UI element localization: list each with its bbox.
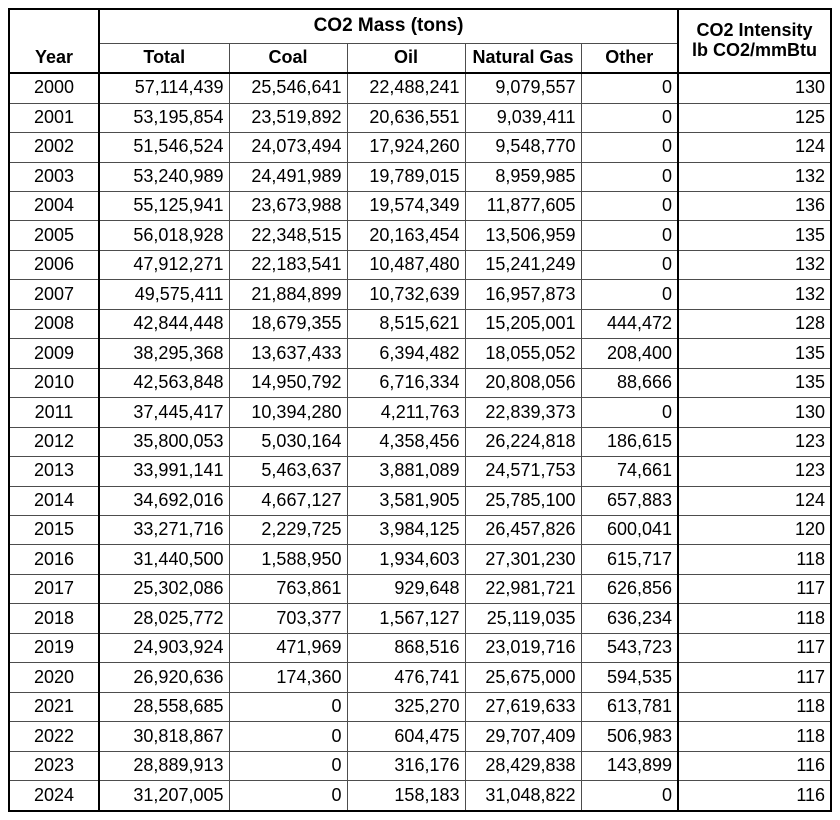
intensity-cell: 117	[678, 574, 831, 603]
oil-cell: 316,176	[347, 751, 465, 780]
oil-cell: 4,358,456	[347, 427, 465, 456]
coal-cell: 0	[229, 781, 347, 811]
natural-gas-cell: 24,571,753	[465, 457, 581, 486]
coal-cell: 23,519,892	[229, 103, 347, 132]
natural-gas-cell: 27,619,633	[465, 692, 581, 721]
natural-gas-cell: 25,675,000	[465, 663, 581, 692]
natural-gas-cell: 26,224,818	[465, 427, 581, 456]
coal-cell: 21,884,899	[229, 280, 347, 309]
total-cell: 56,018,928	[99, 221, 229, 250]
other-cell: 0	[581, 250, 678, 279]
year-cell: 2010	[9, 368, 99, 397]
intensity-cell: 136	[678, 192, 831, 221]
total-cell: 26,920,636	[99, 663, 229, 692]
coal-cell: 25,546,641	[229, 73, 347, 103]
year-cell: 2020	[9, 663, 99, 692]
natural-gas-cell: 22,839,373	[465, 398, 581, 427]
intensity-cell: 130	[678, 398, 831, 427]
table-row	[9, 339, 831, 368]
table-row	[9, 162, 831, 191]
table-row	[9, 280, 831, 309]
intensity-cell: 117	[678, 663, 831, 692]
coal-cell: 2,229,725	[229, 516, 347, 545]
natural-gas-cell: 22,981,721	[465, 574, 581, 603]
year-cell: 2000	[9, 73, 99, 103]
natural-gas-cell: 15,241,249	[465, 250, 581, 279]
year-cell: 2003	[9, 162, 99, 191]
natural-gas-cell: 29,707,409	[465, 722, 581, 751]
other-cell: 506,983	[581, 722, 678, 751]
co2-mass-group-header: CO2 Mass (tons)	[99, 9, 678, 43]
oil-cell: 868,516	[347, 633, 465, 662]
natural-gas-cell: 31,048,822	[465, 781, 581, 811]
year-cell: 2009	[9, 339, 99, 368]
natural-gas-cell: 28,429,838	[465, 751, 581, 780]
other-cell: 543,723	[581, 633, 678, 662]
year-cell: 2018	[9, 604, 99, 633]
other-cell: 0	[581, 73, 678, 103]
year-cell: 2022	[9, 722, 99, 751]
coal-cell: 4,667,127	[229, 486, 347, 515]
oil-cell: 10,487,480	[347, 250, 465, 279]
oil-cell: 4,211,763	[347, 398, 465, 427]
oil-cell: 3,984,125	[347, 516, 465, 545]
year-cell: 2021	[9, 692, 99, 721]
other-cell: 600,041	[581, 516, 678, 545]
table-row	[9, 103, 831, 132]
coal-cell: 18,679,355	[229, 309, 347, 338]
intensity-cell: 116	[678, 751, 831, 780]
natural-gas-cell: 9,039,411	[465, 103, 581, 132]
coal-cell: 10,394,280	[229, 398, 347, 427]
intensity-cell: 123	[678, 457, 831, 486]
oil-cell: 476,741	[347, 663, 465, 692]
natural-gas-cell: 23,019,716	[465, 633, 581, 662]
table-row	[9, 398, 831, 427]
total-cell: 49,575,411	[99, 280, 229, 309]
other-column-header: Other	[581, 43, 678, 73]
total-cell: 53,240,989	[99, 162, 229, 191]
oil-cell: 3,581,905	[347, 486, 465, 515]
intensity-cell: 123	[678, 427, 831, 456]
year-cell: 2005	[9, 221, 99, 250]
natural-gas-cell: 18,055,052	[465, 339, 581, 368]
natural-gas-cell: 27,301,230	[465, 545, 581, 574]
year-cell: 2014	[9, 486, 99, 515]
year-cell: 2017	[9, 574, 99, 603]
other-cell: 0	[581, 133, 678, 162]
total-cell: 34,692,016	[99, 486, 229, 515]
table-row	[9, 133, 831, 162]
year-cell: 2011	[9, 398, 99, 427]
natural-gas-cell: 25,119,035	[465, 604, 581, 633]
co2-intensity-header-line1: CO2 Intensity	[696, 20, 813, 41]
table-row	[9, 427, 831, 456]
intensity-cell: 132	[678, 250, 831, 279]
year-cell: 2013	[9, 457, 99, 486]
oil-cell: 1,567,127	[347, 604, 465, 633]
intensity-cell: 135	[678, 221, 831, 250]
coal-cell: 471,969	[229, 633, 347, 662]
intensity-cell: 132	[678, 162, 831, 191]
coal-cell: 22,348,515	[229, 221, 347, 250]
natural-gas-cell: 20,808,056	[465, 368, 581, 397]
table-row	[9, 574, 831, 603]
year-cell: 2015	[9, 516, 99, 545]
other-cell: 626,856	[581, 574, 678, 603]
oil-cell: 6,394,482	[347, 339, 465, 368]
intensity-cell: 124	[678, 486, 831, 515]
year-cell: 2008	[9, 309, 99, 338]
total-cell: 28,025,772	[99, 604, 229, 633]
table-row	[9, 722, 831, 751]
year-cell: 2002	[9, 133, 99, 162]
header-group-row	[9, 9, 831, 43]
intensity-cell: 128	[678, 309, 831, 338]
intensity-cell: 120	[678, 516, 831, 545]
other-cell: 657,883	[581, 486, 678, 515]
total-cell: 42,844,448	[99, 309, 229, 338]
total-cell: 28,889,913	[99, 751, 229, 780]
intensity-cell: 132	[678, 280, 831, 309]
oil-cell: 1,934,603	[347, 545, 465, 574]
year-cell: 2023	[9, 751, 99, 780]
coal-cell: 24,073,494	[229, 133, 347, 162]
total-cell: 51,546,524	[99, 133, 229, 162]
intensity-cell: 135	[678, 368, 831, 397]
coal-cell: 23,673,988	[229, 192, 347, 221]
table-row	[9, 692, 831, 721]
total-cell: 47,912,271	[99, 250, 229, 279]
intensity-cell: 116	[678, 781, 831, 811]
other-cell: 0	[581, 398, 678, 427]
coal-cell: 5,030,164	[229, 427, 347, 456]
oil-cell: 8,515,621	[347, 309, 465, 338]
total-column-header: Total	[99, 43, 229, 73]
other-cell: 0	[581, 192, 678, 221]
natural-gas-cell: 11,877,605	[465, 192, 581, 221]
coal-cell: 13,637,433	[229, 339, 347, 368]
table-row	[9, 192, 831, 221]
total-cell: 38,295,368	[99, 339, 229, 368]
year-cell: 2019	[9, 633, 99, 662]
other-cell: 0	[581, 221, 678, 250]
year-cell: 2012	[9, 427, 99, 456]
intensity-cell: 124	[678, 133, 831, 162]
table-row	[9, 250, 831, 279]
table-row	[9, 457, 831, 486]
intensity-cell: 118	[678, 604, 831, 633]
coal-cell: 703,377	[229, 604, 347, 633]
table-row	[9, 309, 831, 338]
co2-intensity-column-header	[678, 9, 831, 73]
coal-cell: 24,491,989	[229, 162, 347, 191]
other-cell: 444,472	[581, 309, 678, 338]
table-row	[9, 633, 831, 662]
other-cell: 143,899	[581, 751, 678, 780]
year-cell: 2016	[9, 545, 99, 574]
other-cell: 615,717	[581, 545, 678, 574]
table-row	[9, 221, 831, 250]
total-cell: 37,445,417	[99, 398, 229, 427]
oil-cell: 3,881,089	[347, 457, 465, 486]
other-cell: 636,234	[581, 604, 678, 633]
natural-gas-cell: 8,959,985	[465, 162, 581, 191]
total-cell: 42,563,848	[99, 368, 229, 397]
other-cell: 0	[581, 162, 678, 191]
other-cell: 208,400	[581, 339, 678, 368]
natural-gas-cell: 26,457,826	[465, 516, 581, 545]
co2-intensity-header-line2: lb CO2/mmBtu	[692, 40, 818, 60]
total-cell: 25,302,086	[99, 574, 229, 603]
coal-cell: 0	[229, 751, 347, 780]
natural-gas-cell: 9,079,557	[465, 73, 581, 103]
other-cell: 594,535	[581, 663, 678, 692]
oil-cell: 158,183	[347, 781, 465, 811]
other-cell: 0	[581, 280, 678, 309]
natural-gas-column-header: Natural Gas	[465, 43, 581, 73]
intensity-cell: 118	[678, 545, 831, 574]
year-cell: 2004	[9, 192, 99, 221]
year-cell: 2024	[9, 781, 99, 811]
year-cell: 2007	[9, 280, 99, 309]
table-row	[9, 486, 831, 515]
other-cell: 0	[581, 781, 678, 811]
coal-cell: 174,360	[229, 663, 347, 692]
total-cell: 24,903,924	[99, 633, 229, 662]
oil-cell: 17,924,260	[347, 133, 465, 162]
oil-cell: 6,716,334	[347, 368, 465, 397]
total-cell: 33,271,716	[99, 516, 229, 545]
year-column-header: Year	[9, 9, 99, 73]
total-cell: 33,991,141	[99, 457, 229, 486]
table-row	[9, 73, 831, 103]
other-cell: 74,661	[581, 457, 678, 486]
total-cell: 57,114,439	[99, 73, 229, 103]
table-row	[9, 516, 831, 545]
oil-cell: 19,574,349	[347, 192, 465, 221]
natural-gas-cell: 13,506,959	[465, 221, 581, 250]
coal-cell: 0	[229, 692, 347, 721]
intensity-cell: 130	[678, 73, 831, 103]
table-row	[9, 781, 831, 811]
oil-column-header: Oil	[347, 43, 465, 73]
table-row	[9, 368, 831, 397]
coal-cell: 0	[229, 722, 347, 751]
oil-cell: 325,270	[347, 692, 465, 721]
intensity-cell: 118	[678, 722, 831, 751]
table-row	[9, 604, 831, 633]
table-row	[9, 545, 831, 574]
intensity-cell: 125	[678, 103, 831, 132]
other-cell: 613,781	[581, 692, 678, 721]
oil-cell: 19,789,015	[347, 162, 465, 191]
total-cell: 31,207,005	[99, 781, 229, 811]
intensity-cell: 117	[678, 633, 831, 662]
coal-cell: 22,183,541	[229, 250, 347, 279]
intensity-cell: 135	[678, 339, 831, 368]
intensity-cell: 118	[678, 692, 831, 721]
total-cell: 31,440,500	[99, 545, 229, 574]
other-cell: 0	[581, 103, 678, 132]
table-row	[9, 751, 831, 780]
oil-cell: 22,488,241	[347, 73, 465, 103]
oil-cell: 20,636,551	[347, 103, 465, 132]
total-cell: 35,800,053	[99, 427, 229, 456]
coal-column-header: Coal	[229, 43, 347, 73]
oil-cell: 604,475	[347, 722, 465, 751]
oil-cell: 20,163,454	[347, 221, 465, 250]
coal-cell: 5,463,637	[229, 457, 347, 486]
natural-gas-cell: 9,548,770	[465, 133, 581, 162]
natural-gas-cell: 25,785,100	[465, 486, 581, 515]
other-cell: 88,666	[581, 368, 678, 397]
oil-cell: 929,648	[347, 574, 465, 603]
coal-cell: 763,861	[229, 574, 347, 603]
total-cell: 28,558,685	[99, 692, 229, 721]
table-body	[9, 73, 831, 811]
table-header	[9, 9, 831, 73]
total-cell: 55,125,941	[99, 192, 229, 221]
oil-cell: 10,732,639	[347, 280, 465, 309]
total-cell: 30,818,867	[99, 722, 229, 751]
other-cell: 186,615	[581, 427, 678, 456]
coal-cell: 14,950,792	[229, 368, 347, 397]
natural-gas-cell: 16,957,873	[465, 280, 581, 309]
table-row	[9, 663, 831, 692]
year-cell: 2001	[9, 103, 99, 132]
coal-cell: 1,588,950	[229, 545, 347, 574]
total-cell: 53,195,854	[99, 103, 229, 132]
year-cell: 2006	[9, 250, 99, 279]
co2-emissions-table	[8, 8, 832, 812]
natural-gas-cell: 15,205,001	[465, 309, 581, 338]
